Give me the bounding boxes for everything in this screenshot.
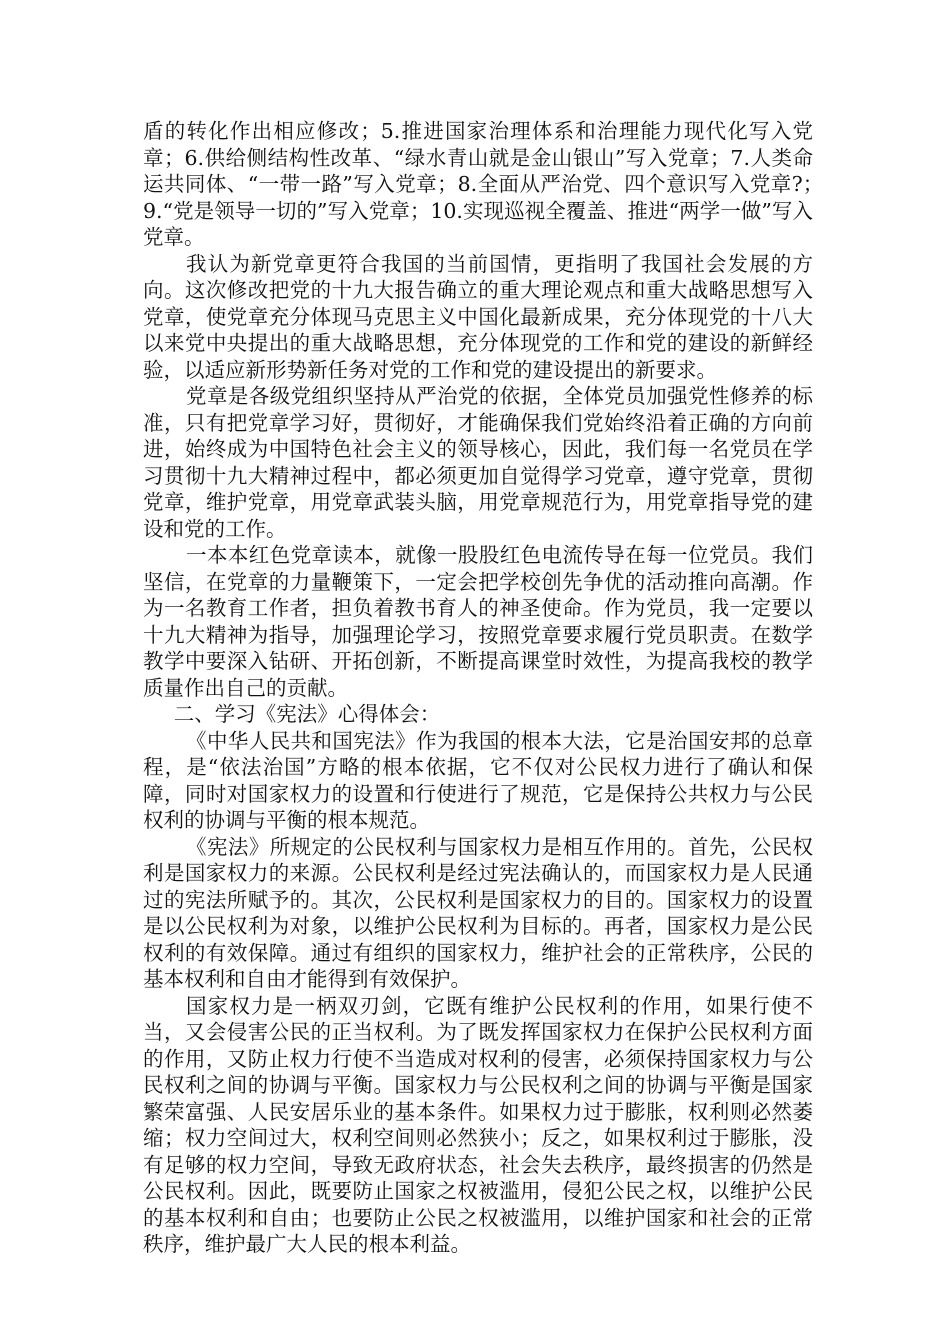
paragraph-rights-and-power: 《宪法》所规定的公民权利与国家权力是相互作用的。首先，公民权利是国家权力的来源。公民权利是经过宪法确认的，而国家权力是人民通过的宪法所赋予的。其次，公民权利是国家权力的目的。国家权力的设置是以公民权利为对象，以维护公民权利为目标的。再者，国家权力是公民权利的有效保障。通过有组织的国家权力，维护社会的正常秩序，公民的基本权利和自由才能得到有效保护。	[143, 834, 813, 991]
paragraph-double-edged-sword: 国家权力是一柄双刃剑，它既有维护公民权利的作用，如果行使不当，又会侵害公民的正当权利。为了既发挥国家权力在保护公民权利方面的作用，又防止权力行使不当造成对权利的侵害，必须保持国家权力与公民权利之间的协调与平衡。国家权力与公民权利之间的协调与平衡是国家繁荣富强、人民安居乐业的基本条件。如果权力过于膨胀，权利则必然萎缩；权力空间过大，权利空间则必然狭小；反之，如果权利过于膨胀，没有足够的权力空间，导致无政府状态，社会失去秩序，最终损害的仍然是公民权利。因此，既要防止国家之权被滥用，侵犯公民之权，以维护公民的基本权利和自由；也要防止公民之权被滥用，以维护国家和社会的正常秩序，维护最广大人民的根本利益。	[143, 993, 813, 1256]
section-heading-constitution-study: 二、学习《宪法》心得体会：	[173, 702, 441, 726]
paragraph-constitution-basis: 党章是各级党组织坚持从严治党的依据，全体党员加强党性修养的标准，只有把党章学习好，贯彻好，才能确保我们党始终沿着正确的方向前进，始终成为中国特色社会主义的领导核心，因此，我们每一名党员在学习贯彻十九大精神过程中，都必须更加自觉得学习党章，遵守党章，贯彻党章，维护党章，用党章武装头脑，用党章规范行为，用党章指导党的建设和党的工作。	[143, 384, 813, 541]
paragraph-constitution-fundamental-law: 《中华人民共和国宪法》作为我国的根本大法，它是治国安邦的总章程，是“依法治国”方略的根本依据，它不仅对公民权力进行了确认和保障，同时对国家权力的设置和行使进行了规范，它是保持公共权力与公民权利的协调与平衡的根本规范。	[143, 728, 813, 832]
document-page	[143, 118, 834, 1258]
paragraph-new-constitution-opinion: 我认为新党章更符合我国的当前国情，更指明了我国社会发展的方向。这次修改把党的十九大报告确立的重大理论观点和重大战略思想写入党章，使党章充分体现马克思主义中国化最新成果，充分体现党的十八大以来党中央提出的重大战略思想，充分体现党的工作和党的建设的新鲜经验，以适应新形势新任务对党的工作和党的建设提出的新要求。	[143, 251, 813, 382]
paragraph-party-constitution-amendments: 盾的转化作出相应修改；5.推进国家治理体系和治理能力现代化写入党章；6.供给侧结构性改革、“绿水青山就是金山银山”写入党章；7.人类命运共同体、“一带一路”写入党章；8.全面从严治党、四个意识写入党章?； 9.“党是领导一切的”写入党章；10.实现巡视全覆盖、推进“两学一做”写入党章。	[143, 119, 834, 249]
paragraph-red-reader: 一本本红色党章读本，就像一股股红色电流传导在每一位党员。我们坚信，在党章的力量鞭策下，一定会把学校创先争优的活动推向高潮。作为一名教育工作者，担负着教书育人的神圣使命。作为党员，我一定要以十九大精神为指导，加强理论学习，按照党章要求履行党员职责。在数学教学中要深入钻研、开拓创新，不断提高课堂时效性，为提高我校的教学质量作出自己的贡献。	[143, 543, 813, 700]
